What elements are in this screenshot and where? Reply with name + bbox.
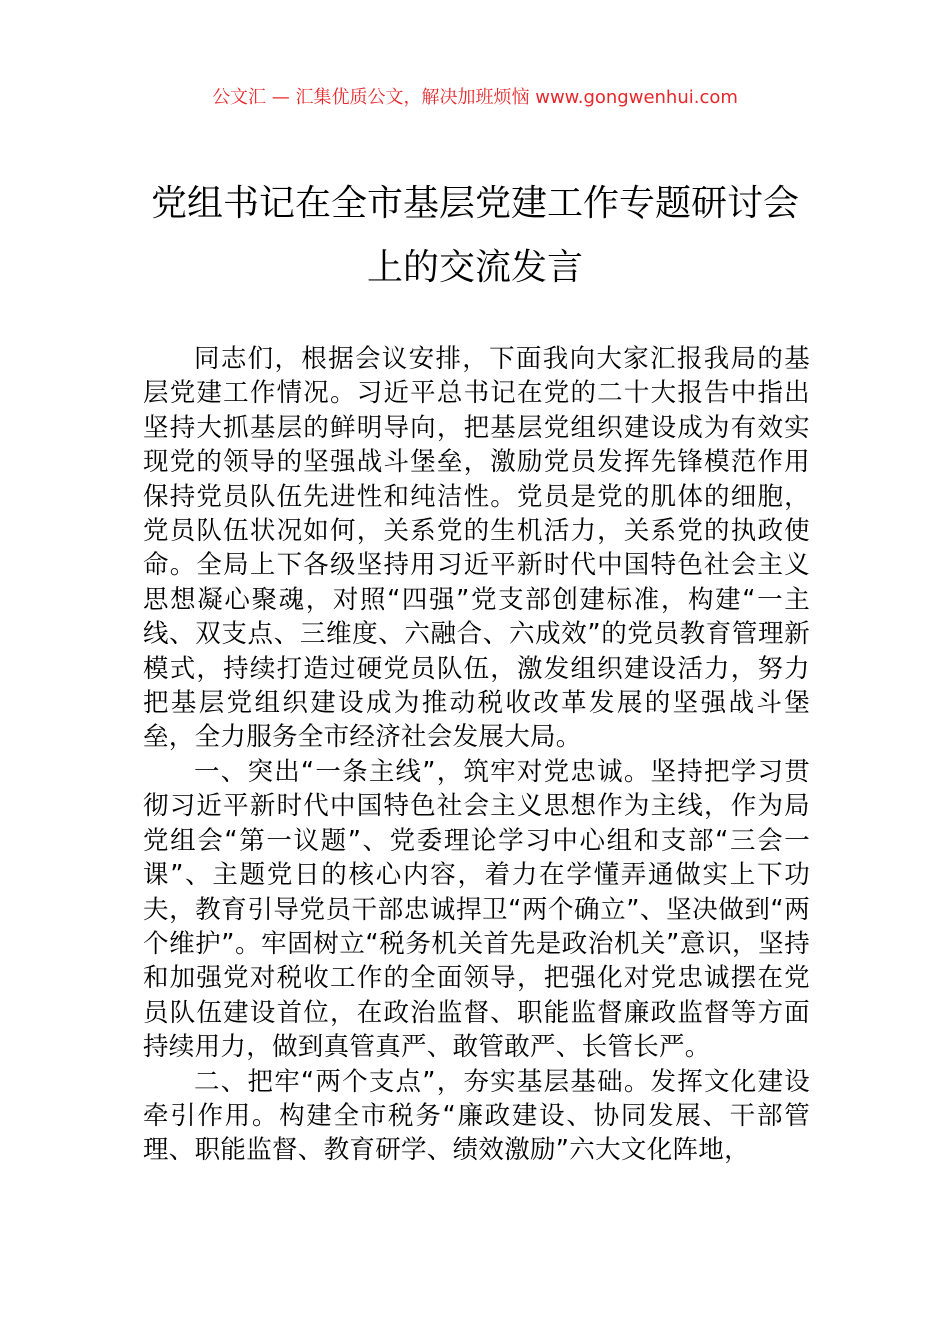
paragraph-section-1: 一、突出“一条主线”，筑牢对党忠诚。坚持把学习贯彻习近平新时代中国特色社会主义思想作为主线，作为局党组会“第一议题”、党委理论学习中心组和支部“三会一课”、主题党日的核心内容，着力在学懂弄通做实上下功夫，教育引导党员干部忠诚捍卫“两个确立”、坚决做到“两个维护”。牢固树立“税务机关首先是政治机关”意识，坚持和加强党对税收工作的全面领导，把强化对党忠诚摆在党员队伍建设首位，在政治监督、职能监督廉政监督等方面持续用力，做到真管真严、敢管敢严、长管长严。 (143, 756, 810, 1063)
title-line-2: 上的交流发言 (366, 247, 583, 288)
paragraph-intro: 同志们，根据会议安排，下面我向大家汇报我局的基层党建工作情况。习近平总书记在党的二十大报告中指出坚持大抓基层的鲜明导向，把基层党组织建设成为有效实现党的领导的坚强战斗堡垒，激励党员发挥先锋模范作用保持党员队伍先进性和纯洁性。党员是党的肌体的细胞，党员队伍状况如何，关系党的生机活力，关系党的执政使命。全局上下各级坚持用习近平新时代中国特色社会主义思想凝心聚魂，对照“四强”党支部创建标准，构建“一主线、双支点、三维度、六融合、六成效”的党员教育管理新模式，持续打造过硬党员队伍，激发组织建设活力，努力把基层党组织建设成为推动税收改革发展的坚强战斗堡垒，全力服务全市经济社会发展大局。 (143, 344, 810, 753)
header-banner: 公文汇 — 汇集优质公文，解决加班烦恼 www.gongwenhui.com (212, 87, 738, 108)
document-body (143, 342, 810, 1168)
document-title (120, 172, 830, 300)
title-line-1: 党组书记在全市基层党建工作专题研讨会 (150, 183, 799, 224)
paragraph-section-2: 二、把牢“两个支点”，夯实基层基础。发挥文化建设牵引作用。构建全市税务“廉政建设、协同发展、干部管理、职能监督、教育研学、绩效激励”六大文化阵地， (143, 1066, 810, 1166)
